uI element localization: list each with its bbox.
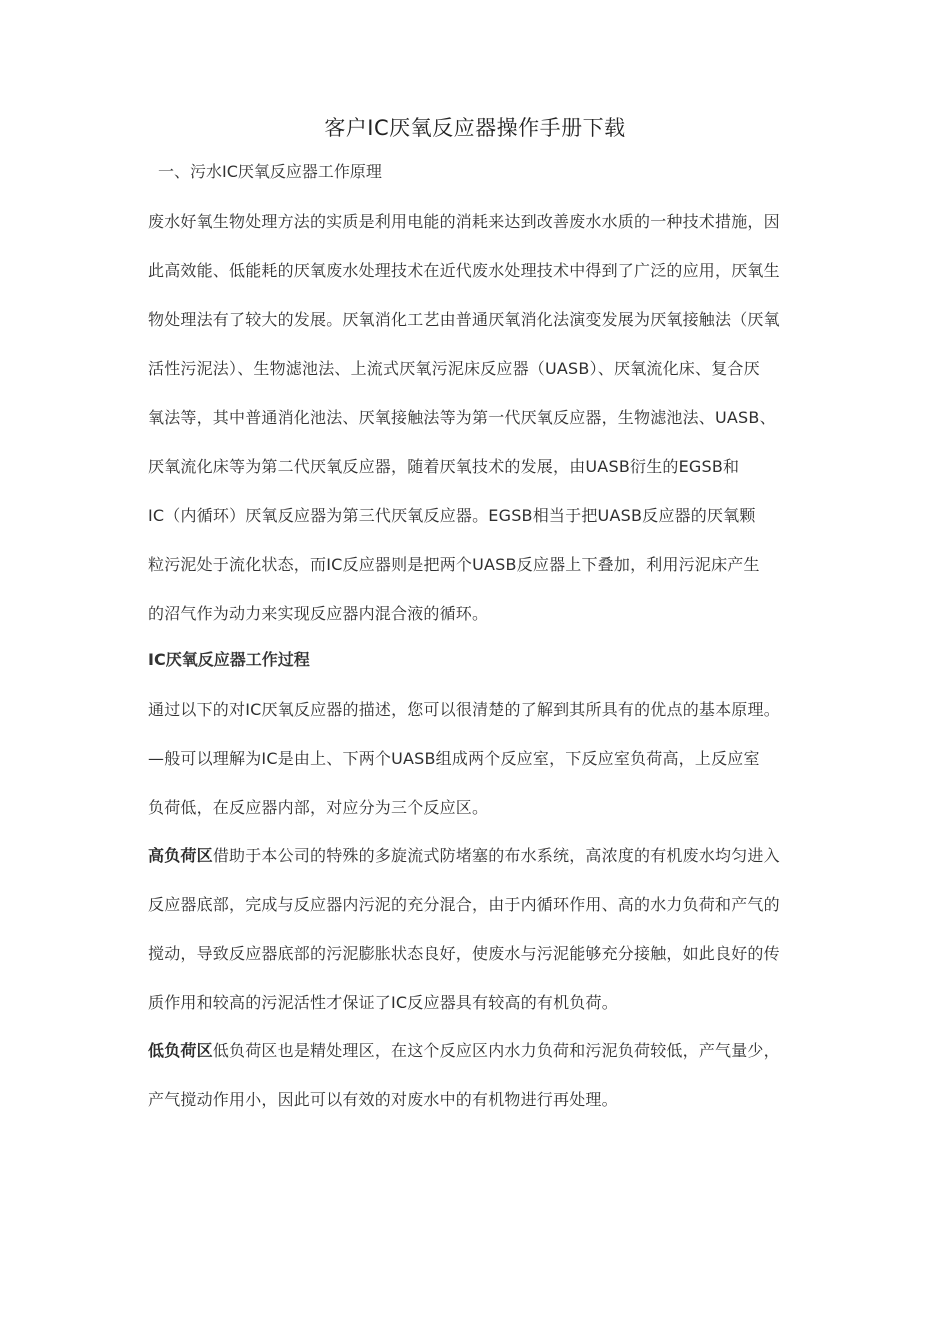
paragraph-line: 产气搅动作用小，因此可以有效的对废水中的有机物进行再处理。 bbox=[148, 1090, 618, 1109]
paragraph-high-load-zone bbox=[148, 831, 813, 1027]
paragraph-principle bbox=[148, 197, 813, 638]
paragraph-process-intro bbox=[148, 685, 813, 832]
paragraph-line: 氧法等，其中普通消化池法、厌氧接触法等为第一代厌氧反应器，生物滤池法、UASB、 bbox=[148, 408, 776, 427]
paragraph-line: 负荷低，在反应器内部，对应分为三个反应区。 bbox=[148, 798, 489, 817]
paragraph-line: 此高效能、低能耗的厌氧废水处理技术在近代废水处理技术中得到了广泛的应用，厌氧生 bbox=[148, 261, 780, 280]
low-load-zone-text: 低负荷区也是精处理区，在这个反应区内水力负荷和污泥负荷较低，产气量少， bbox=[212, 1041, 780, 1060]
paragraph-line: 活性污泥法）、生物滤池法、上流式厌氧污泥床反应器（UASB）、厌氧流化床、复合厌 bbox=[148, 359, 760, 378]
paragraph-line: —般可以理解为IC是由上、下两个UASB组成两个反应室，下反应室负荷高，上反应室 bbox=[148, 749, 760, 768]
paragraph-line: 质作用和较高的污泥活性才保证了IC反应器具有较高的有机负荷。 bbox=[148, 993, 618, 1012]
paragraph-line: 废水好氧生物处理方法的实质是利用电能的消耗来达到改善废水水质的一种技术措施，因 bbox=[148, 212, 780, 231]
paragraph-line: 通过以下的对IC厌氧反应器的描述，您可以很清楚的了解到其所具有的优点的基本原理。 bbox=[148, 700, 780, 719]
section-heading-process: IC厌氧反应器工作过程 bbox=[148, 650, 310, 669]
low-load-zone-label: 低负荷区 bbox=[148, 1041, 213, 1060]
paragraph-line: 厌氧流化床等为第二代厌氧反应器，随着厌氧技术的发展，由UASB衍生的EGSB和 bbox=[148, 457, 740, 476]
paragraph-line: 反应器底部，完成与反应器内污泥的充分混合，由于内循环作用、高的水力负荷和产气的 bbox=[148, 895, 780, 914]
paragraph-line bbox=[148, 1026, 813, 1075]
document-title: 客户IC厌氧反应器操作手册下载 bbox=[324, 116, 626, 140]
paragraph-line: 物处理法有了较大的发展。厌氧消化工艺由普通厌氧消化法演变发展为厌氧接触法（厌氧 bbox=[148, 310, 780, 329]
paragraph-line: 粒污泥处于流化状态，而IC反应器则是把两个UASB反应器上下叠加，利用污泥床产生 bbox=[148, 555, 760, 574]
paragraph-line: IC（内循环）厌氧反应器为第三代厌氧反应器。EGSB相当于把UASB反应器的厌氧颗 bbox=[148, 506, 756, 525]
paragraph-line: 的沼气作为动力来实现反应器内混合液的循环。 bbox=[148, 604, 489, 623]
high-load-zone-label: 高负荷区 bbox=[148, 846, 213, 865]
paragraph-line bbox=[148, 831, 813, 880]
section-heading-principle: 一、污水IC厌氧反应器工作原理 bbox=[158, 162, 382, 181]
paragraph-line: 搅动，导致反应器底部的污泥膨胀状态良好，使废水与污泥能够充分接触，如此良好的传 bbox=[148, 944, 780, 963]
high-load-zone-text: 借助于本公司的特殊的多旋流式防堵塞的布水系统，高浓度的有机废水均匀进入 bbox=[212, 846, 780, 865]
paragraph-low-load-zone bbox=[148, 1026, 813, 1124]
